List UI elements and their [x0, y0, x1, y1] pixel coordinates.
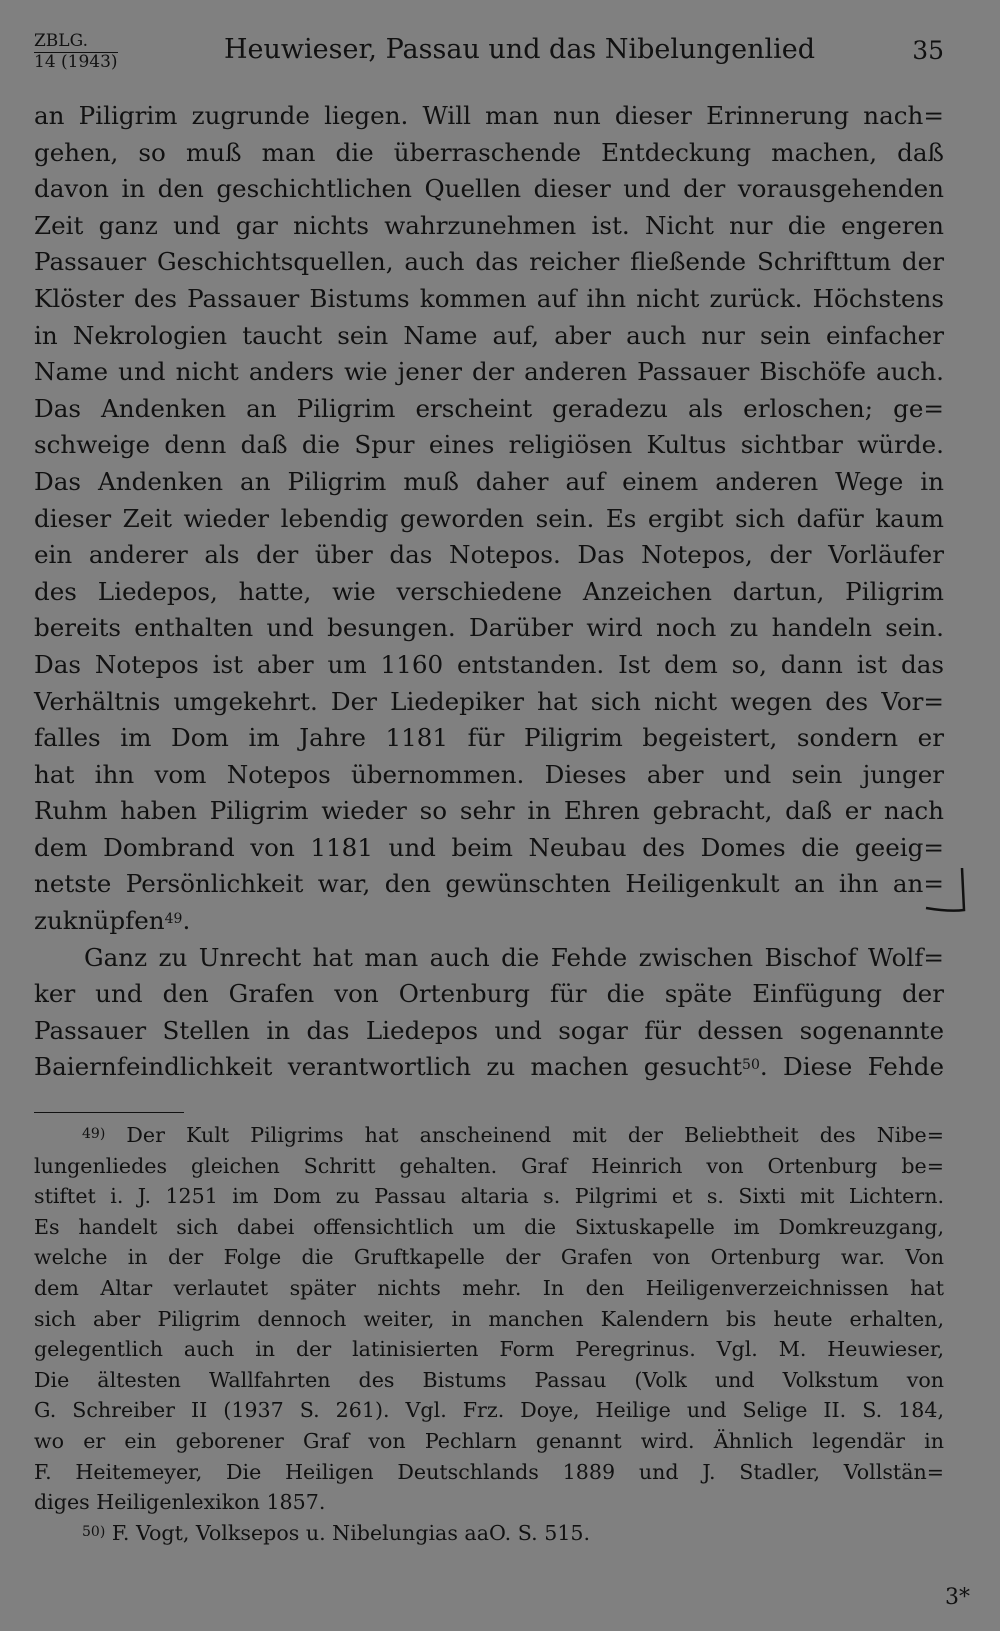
footnote-text: Der Kult Piligrims hat anscheinend mit der Beliebtheit des Nibe=	[126, 1123, 945, 1147]
text-line: davon in den geschichtlichen Quellen dieser und der vorausgehenden	[34, 174, 944, 204]
footnote-marker: 49)	[82, 1126, 106, 1142]
footnote-line: G. Schreiber II (1937 S. 261). Vgl. Frz. Doye, Heilige und Selige II. S. 184,	[34, 1398, 944, 1423]
text-line: Das Notepos ist aber um 1160 entstanden. Ist dem so, dann ist das	[34, 649, 944, 679]
text-line	[34, 903, 944, 940]
margin-bracket-mark	[920, 866, 970, 916]
text-line: Name und nicht anders wie jener der anderen Passauer Bischöfe auch.	[34, 357, 944, 387]
footnote-reference-50[interactable]: 50	[742, 1057, 760, 1074]
text-line: Zeit ganz und gar nichts wahrzunehmen ist. Nicht nur die engeren	[34, 210, 944, 240]
footnote-separator	[34, 1112, 184, 1113]
footnote-line: Es handelt sich dabei offensichtlich um die Sixtuskapelle im Domkreuzgang,	[34, 1214, 944, 1239]
footnote-reference-49[interactable]: 49	[164, 911, 183, 928]
text-line: Passauer Stellen in das Liedepos und sogar für dessen sogenannte	[34, 1015, 944, 1045]
text-line: Ruhm haben Piligrim wieder so sehr in Ehren gebracht, daß er nach	[34, 796, 944, 826]
text-line: dieser Zeit wieder lebendig geworden sein. Es ergibt sich dafür kaum	[34, 503, 944, 533]
volume-year: 14 (1943)	[34, 52, 118, 72]
text-line: falles im Dom im Jahre 1181 für Piligrim begeistert, sondern er	[34, 723, 944, 753]
text-fragment: Baiernfeindlichkeit verantwortlich zu machen gesucht	[34, 1052, 743, 1082]
journal-reference	[34, 32, 118, 72]
footnote-line: wo er ein geborener Graf von Pechlarn genannt wird. Ähnlich legendär in	[34, 1428, 944, 1453]
page-number: 35	[912, 36, 944, 65]
paragraph-2	[34, 940, 944, 1086]
text-line	[34, 1049, 944, 1086]
text-line: Ganz zu Unrecht hat man auch die Fehde zwischen Bischof Wolf=	[84, 942, 944, 972]
text-line: hat ihn vom Notepos übernommen. Dieses aber und sein junger	[34, 759, 944, 789]
footnote-text: F. Vogt, Volksepos u. Nibelungias aaO. S. 515.	[111, 1520, 591, 1545]
text-line: des Liedepos, hatte, wie verschiedene Anzeichen dartun, Piligrim	[34, 576, 944, 606]
footnote-line: gelegentlich auch in der latinisierten Form Peregrinus. Vgl. M. Heuwieser,	[34, 1337, 944, 1362]
footnote-50	[34, 1518, 944, 1549]
text-line: schweige denn daß die Spur eines religiösen Kultus sichtbar würde.	[34, 430, 944, 460]
footnote-marker: 50)	[82, 1523, 106, 1540]
text-line: an Piligrim zugrunde liegen. Will man nun dieser Erinnerung nach=	[34, 101, 944, 130]
running-header	[34, 32, 944, 76]
text-fragment: . Diese Fehde	[759, 1052, 944, 1082]
text-line: dem Dombrand von 1181 und beim Neubau des Domes die geeig=	[34, 832, 944, 862]
text-line: Klöster des Passauer Bistums kommen auf ihn nicht zurück. Höchstens	[34, 283, 944, 313]
text-fragment: .	[182, 906, 191, 936]
footnote-line: stiftet i. J. 1251 im Dom zu Passau altaria s. Pilgrimi et s. Sixti mit Lichtern.	[34, 1184, 944, 1209]
footnote-line: sich aber Piligrim dennoch weiter, in manchen Kalendern bis heute erhalten,	[34, 1306, 944, 1331]
text-line: ein anderer als der über das Notepos. Das Notepos, der Vorläufer	[34, 540, 944, 570]
footnote-line: welche in der Folge die Gruftkapelle der Grafen von Ortenburg war. Von	[34, 1245, 944, 1270]
footnote-line: diges Heiligenlexikon 1857.	[34, 1490, 326, 1515]
signature-mark: 3*	[945, 1585, 970, 1610]
footnote-line	[34, 1518, 944, 1549]
footnote-line: dem Altar verlautet später nichts mehr. In den Heiligenverzeichnissen hat	[34, 1275, 944, 1300]
journal-abbreviation: ZBLG.	[34, 32, 118, 53]
text-fragment: zuknüpfen	[34, 906, 165, 936]
text-line: Das Andenken an Piligrim erscheint geradezu als erloschen; ge=	[34, 393, 944, 423]
footnote-line: lungenliedes gleichen Schritt gehalten. Graf Heinrich von Ortenburg be=	[34, 1153, 944, 1178]
footnote-line: F. Heitemeyer, Die Heiligen Deutschlands 1889 und J. Stadler, Vollstän=	[34, 1459, 944, 1484]
text-line: in Nekrologien taucht sein Name auf, aber auch nur sein einfacher	[34, 320, 944, 350]
footnote-line: Die ältesten Wallfahrten des Bistums Passau (Volk und Volkstum von	[34, 1367, 944, 1392]
text-line: Das Andenken an Piligrim muß daher auf einem anderen Wege in	[34, 466, 944, 496]
footnotes	[34, 1120, 944, 1548]
paragraph-1	[34, 98, 944, 940]
text-line: gehen, so muß man die überraschende Entdeckung machen, daß	[34, 137, 944, 167]
footnote-49	[34, 1120, 944, 1518]
footnote-line	[34, 1120, 944, 1151]
main-text	[34, 98, 944, 1086]
text-line: netste Persönlichkeit war, den gewünschten Heiligenkult an ihn an=	[34, 869, 944, 899]
text-line: Verhältnis umgekehrt. Der Liedepiker hat sich nicht wegen des Vor=	[34, 686, 944, 716]
text-line: bereits enthalten und besungen. Darüber wird noch zu handeln sein.	[34, 613, 944, 643]
text-line: Passauer Geschichtsquellen, auch das reicher fließende Schrifttum der	[34, 247, 944, 277]
running-title: Heuwieser, Passau und das Nibelungenlied	[224, 34, 815, 65]
text-line: ker und den Grafen von Ortenburg für die späte Einfügung der	[34, 979, 944, 1009]
